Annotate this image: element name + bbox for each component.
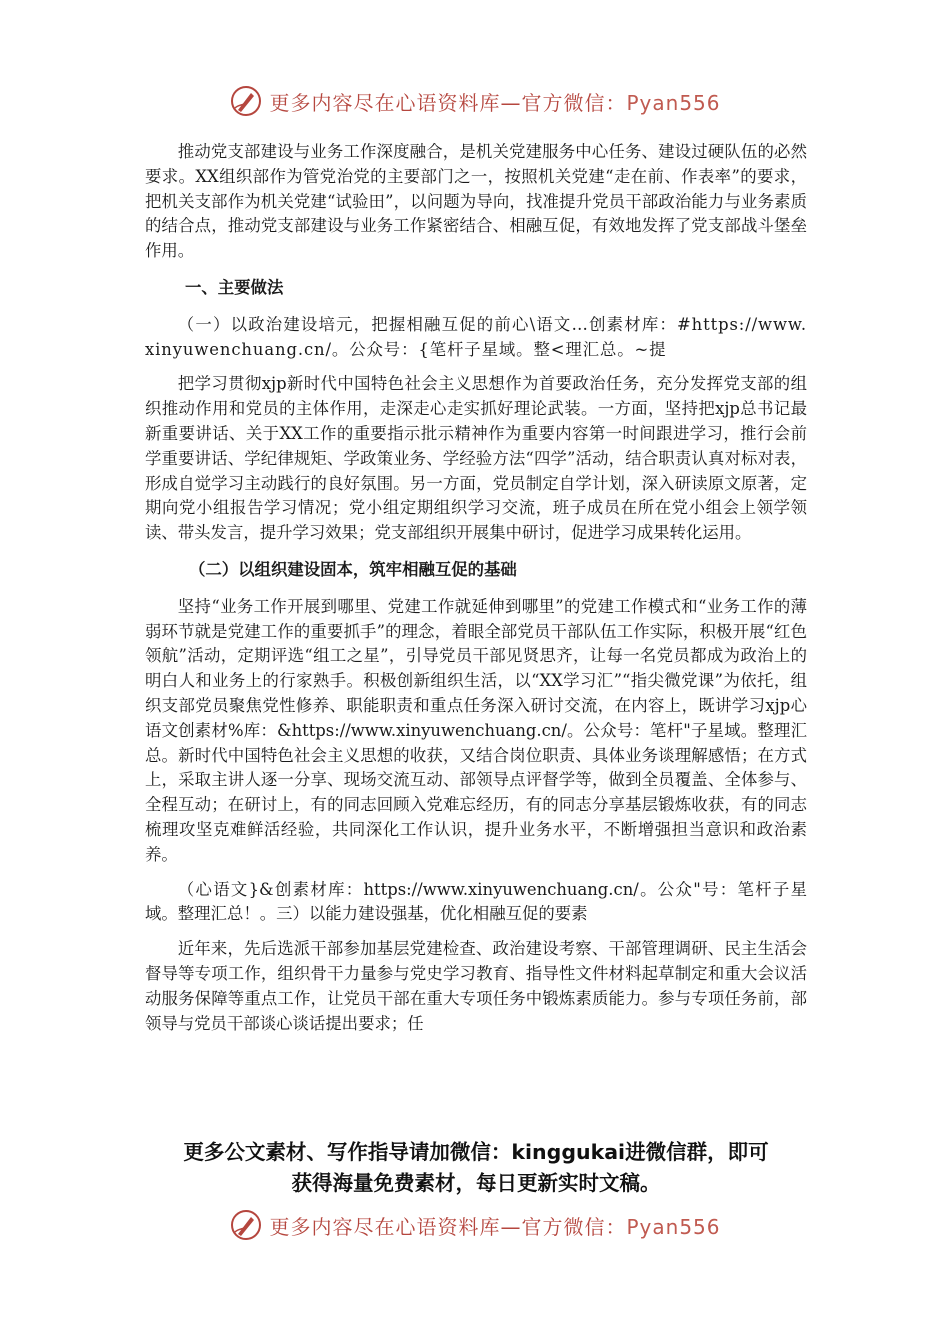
- banner-text: [269, 1211, 720, 1240]
- pen-logo-icon: [229, 84, 263, 118]
- document-body: [145, 140, 807, 1036]
- promo-notice: [140, 1137, 812, 1199]
- banner-label: 更多内容尽在心语资料库—官方微信：: [269, 1214, 627, 1239]
- section-heading: 一、主要做法: [185, 277, 284, 297]
- subheading-3: （心语文}&创素材库：https://www.xinyuwenchuang.cn/。公众"号：笔杆子星域。整理汇总！。三）以能力建设强基，优化相融互促的要素: [145, 879, 807, 924]
- paragraph-3: 近年来，先后选派干部参加基层党建检查、政治建设考察、干部管理调研、民主生活会督导等专项工作，组织骨干力量参与党史学习教育、指导性文件材料起草制定和重大会议活动服务保障等重点工作，让党员干部在重大专项任务中锻炼素质能力。参与专项任务前，部领导与党员干部谈心谈话提出要求；任: [145, 939, 807, 1033]
- pen-logo-icon: [229, 1208, 263, 1242]
- paragraph-1: 把学习贯彻xjp新时代中国特色社会主义思想作为首要政治任务，充分发挥党支部的组织推动作用和党员的主体作用，走深走心走实抓好理论武装。一方面，坚持把xjp总书记最新重要讲话、关于XX工作的重要指示批示精神作为重要内容第一时间跟进学习，推行会前学重要讲话、学纪律规矩、学政策业务、学经验方法“四学”活动，结合职责认真对标对表，形成自觉学习主动践行的良好氛围。另一方面，党员制定自学计划，深入研读原文原著，定期向党小组报告学习情况；党小组定期组织学习交流，班子成员在所在党小组会上领学领读、带头发言，提升学习效果；党支部组织开展集中研讨，促进学习成果转化运用。: [145, 374, 807, 543]
- banner-label: 更多内容尽在心语资料库—官方微信：: [269, 90, 627, 115]
- intro-paragraph: 推动党支部建设与业务工作深度融合，是机关党建服务中心任务、建设过硬队伍的必然要求。XX组织部作为管党治党的主要部门之一，按照机关党建“走在前、作表率”的要求，把机关支部作为机关党建“试验田”，以问题为导向，找准提升党员干部政治能力与业务素质的结合点，推动党支部建设与业务工作紧密结合、相融互促，有效地发挥了党支部战斗堡垒作用。: [145, 142, 807, 261]
- banner-wechat-id: Pyan556: [626, 1214, 721, 1239]
- banner-text: [269, 87, 720, 116]
- paragraph-2: 坚持“业务工作开展到哪里、党建工作就延伸到哪里”的党建工作模式和“业务工作的薄弱环节就是党建工作的重要抓手”的理念，着眼全部党员干部队伍工作实际，积极开展“红色领航”活动，定期评选“组工之星”，引导党员干部见贤思齐，让每一名党员都成为政治上的明白人和业务上的行家熟手。积极创新组织生活，以“XX学习汇”“指尖微党课”为依托，组织支部党员聚焦党性修养、职能职责和重点任务深入研讨交流，在内容上，既讲学习xjp心语文创素材%库：&https://www.xinyuwenchuang.cn/。公众号：笔杆"子星域。整理汇总。新时代中国特色社会主义思想的收获，又结合岗位职责、具体业务谈理解感悟；在方式上，采取主讲人逐一分享、现场交流互动、部领导点评督学等，做到全员覆盖、全体参与、全程互动；在研讨上，有的同志回顾入党难忘经历，有的同志分享基层锻炼收获，有的同志梳理攻坚克难鲜活经验，共同深化工作认识，提升业务水平，不断增强担当意识和政治素养。: [145, 596, 807, 864]
- subheading-1: （一）以政治建设培元，把握相融互促的前心\语文…创素材库：#https://www.xinyuwenchuang.cn/。公众号：{笔杆子星域。整<理汇总。~提: [145, 314, 807, 359]
- promo-line-1: 更多公文素材、写作指导请加微信：kinggukai进微信群，即可: [183, 1140, 769, 1164]
- promo-line-2: 获得海量免费素材，每日更新实时文稿。: [291, 1171, 661, 1195]
- subheading-2: （二）以组织建设固本，筑牢相融互促的基础: [189, 559, 517, 579]
- header-banner: [0, 84, 950, 118]
- banner-wechat-id: Pyan556: [626, 90, 721, 115]
- footer-banner: [0, 1208, 950, 1242]
